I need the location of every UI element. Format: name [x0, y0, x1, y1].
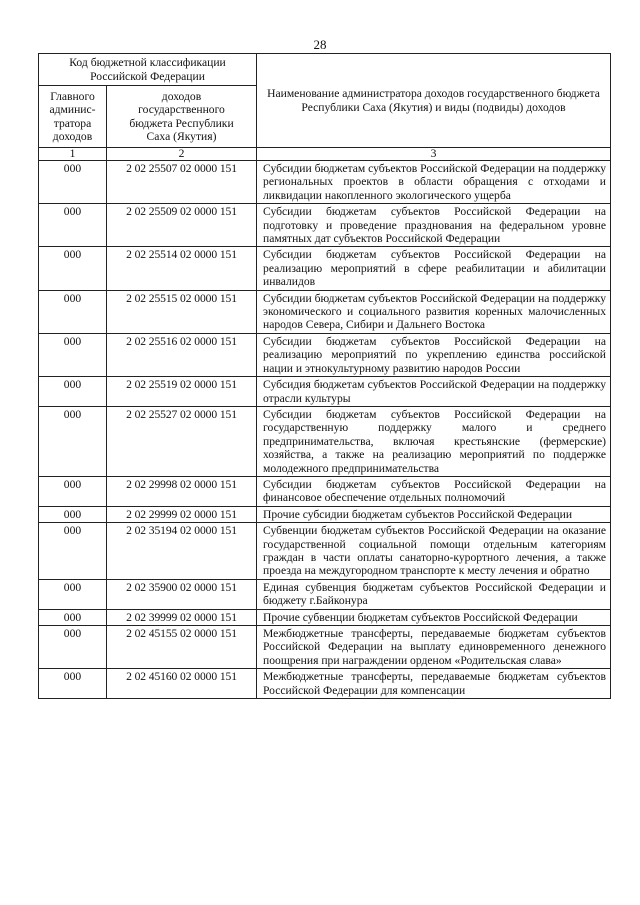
- admin-code: 000: [39, 626, 107, 669]
- revenue-name: Субвенции бюджетам субъектов Российской Федерации на оказание государственной социальной помощи отдельным категориям граждан в части оплаты санаторно-курортного лечения, а также проезда на междугородном транспорте к месту лечения и обратно: [257, 523, 611, 580]
- table-row: [39, 161, 611, 204]
- revenue-name: Единая субвенция бюджетам субъектов Российской Федерации и бюджету г.Байконура: [257, 579, 611, 609]
- revenue-code: 2 02 29999 02 0000 151: [107, 506, 257, 522]
- column-number: 3: [257, 148, 611, 161]
- table-row: [39, 579, 611, 609]
- table-header: [39, 54, 611, 161]
- revenue-code: 2 02 25509 02 0000 151: [107, 204, 257, 247]
- table-row: [39, 609, 611, 625]
- admin-code: 000: [39, 333, 107, 376]
- admin-code: 000: [39, 669, 107, 699]
- admin-code: 000: [39, 204, 107, 247]
- column-numbers-row: [39, 148, 611, 161]
- admin-code: 000: [39, 161, 107, 204]
- name-column-header: Наименование администратора доходов государственного бюджета Республики Саха (Якутия) и виды (подвиды) доходов: [257, 54, 611, 148]
- revenue-name: Межбюджетные трансферты, передаваемые бюджетам субъектов Российской Федерации для компенсации: [257, 669, 611, 699]
- revenue-classification-table: [38, 53, 611, 699]
- revenue-code: 2 02 45160 02 0000 151: [107, 669, 257, 699]
- admin-code: 000: [39, 523, 107, 580]
- revenue-name: Межбюджетные трансферты, передаваемые бюджетам субъектов Российской Федерации на выплату единовременного денежного поощрения при награждении орденом «Родительская слава»: [257, 626, 611, 669]
- table-row: [39, 626, 611, 669]
- column-number: 2: [107, 148, 257, 161]
- table-row: [39, 476, 611, 506]
- revenue-code: 2 02 45155 02 0000 151: [107, 626, 257, 669]
- revenue-name: Субсидии бюджетам субъектов Российской Федерации на реализацию мероприятий по укреплению единства российской нации и этнокультурному развитию народов России: [257, 333, 611, 376]
- admin-code: 000: [39, 476, 107, 506]
- table-row: [39, 506, 611, 522]
- revenue-code: 2 02 25519 02 0000 151: [107, 377, 257, 407]
- revenue-code: 2 02 25514 02 0000 151: [107, 247, 257, 290]
- revenue-name: Субсидии бюджетам субъектов Российской Федерации на поддержку экономического и социального развития коренных малочисленных народов Севера, Сибири и Дальнего Востока: [257, 290, 611, 333]
- revenue-code: 2 02 25507 02 0000 151: [107, 161, 257, 204]
- table-body: [39, 161, 611, 699]
- revenue-name: Прочие субвенции бюджетам субъектов Российской Федерации: [257, 609, 611, 625]
- table-row: [39, 290, 611, 333]
- revenue-code: 2 02 25516 02 0000 151: [107, 333, 257, 376]
- admin-code: 000: [39, 247, 107, 290]
- revenue-code: 2 02 29998 02 0000 151: [107, 476, 257, 506]
- table-row: [39, 669, 611, 699]
- revenue-code: 2 02 25527 02 0000 151: [107, 406, 257, 476]
- column-number: 1: [39, 148, 107, 161]
- revenue-name: Субсидии бюджетам субъектов Российской Федерации на финансовое обеспечение отдельных полномочий: [257, 476, 611, 506]
- admin-code: 000: [39, 290, 107, 333]
- kbk-header: Код бюджетной классификации Российской Федерации: [39, 54, 257, 86]
- revenue-code: 2 02 39999 02 0000 151: [107, 609, 257, 625]
- admin-column-header: Главного админис-тратора доходов: [39, 86, 107, 148]
- table-row: [39, 333, 611, 376]
- revenue-code: 2 02 35194 02 0000 151: [107, 523, 257, 580]
- table-row: [39, 406, 611, 476]
- revenue-code: 2 02 35900 02 0000 151: [107, 579, 257, 609]
- admin-code: 000: [39, 579, 107, 609]
- revenue-name: Субсидии бюджетам субъектов Российской Федерации на поддержку региональных проектов в области обращения с отходами и ликвидации накопленного экологического ущерба: [257, 161, 611, 204]
- table-row: [39, 377, 611, 407]
- revenue-name: Субсидии бюджетам субъектов Российской Федерации на реализацию мероприятий в сфере реабилитации и абилитации инвалидов: [257, 247, 611, 290]
- revenue-name: Субсидии бюджетам субъектов Российской Федерации на подготовку и проведение празднования на федеральном уровне памятных дат субъектов Российской Федерации: [257, 204, 611, 247]
- table-row: [39, 204, 611, 247]
- table-row: [39, 247, 611, 290]
- table-row: [39, 523, 611, 580]
- page-number: 28: [313, 37, 327, 52]
- revenue-name: Субсидии бюджетам субъектов Российской Федерации на государственную поддержку малого и среднего предпринимательства, включая крестьянские (фермерские) хозяйства, а также на реализацию мероприятий по поддержке молодежного предпринимательства: [257, 406, 611, 476]
- revenue-code: 2 02 25515 02 0000 151: [107, 290, 257, 333]
- code-column-header: доходов государственного бюджета Республики Саха (Якутия): [107, 86, 257, 148]
- admin-code: 000: [39, 609, 107, 625]
- admin-code: 000: [39, 377, 107, 407]
- revenue-name: Субсидия бюджетам субъектов Российской Федерации на поддержку отрасли культуры: [257, 377, 611, 407]
- revenue-name: Прочие субсидии бюджетам субъектов Российской Федерации: [257, 506, 611, 522]
- admin-code: 000: [39, 406, 107, 476]
- admin-code: 000: [39, 506, 107, 522]
